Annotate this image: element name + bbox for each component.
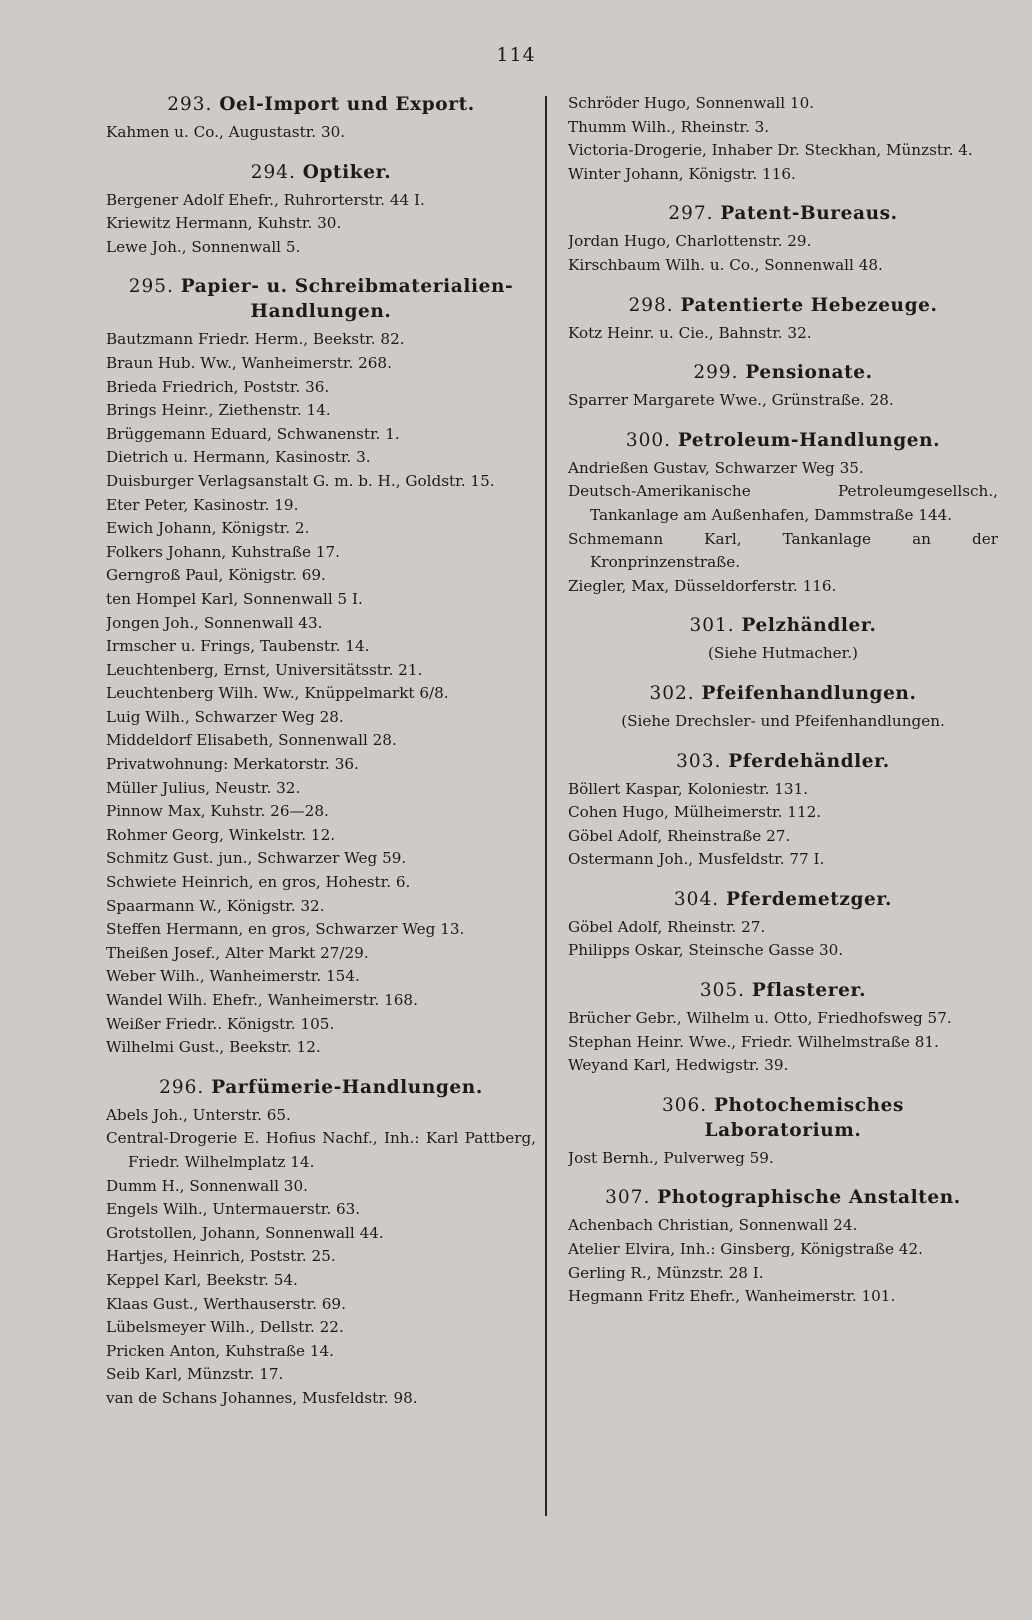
directory-entry: Thumm Wilh., Rheinstr. 3. bbox=[568, 117, 770, 136]
section-heading bbox=[106, 92, 536, 117]
directory-entry: Ziegler, Max, Düsseldorferstr. 116. bbox=[568, 576, 837, 595]
section-title: Petroleum-Handlungen. bbox=[677, 429, 941, 451]
directory-entry: Achenbach Christian, Sonnenwall 24. bbox=[568, 1216, 858, 1235]
directory-entry: Jongen Joh., Sonnenwall 43. bbox=[106, 613, 323, 632]
section-number: 298. bbox=[628, 294, 681, 316]
directory-entry: Victoria-Drogerie, Inhaber Dr. Steckhan, Münzstr. 4. bbox=[568, 141, 973, 160]
section-title: Pflasterer. bbox=[751, 980, 867, 1002]
directory-section bbox=[568, 749, 998, 872]
directory-entry: Leuchtenberg, Ernst, Universitätsstr. 21. bbox=[106, 660, 423, 679]
directory-section bbox=[568, 293, 998, 346]
directory-entry: Dumm H., Sonnenwall 30. bbox=[106, 1176, 308, 1195]
directory-entry: Luig Wilh., Schwarzer Weg 28. bbox=[106, 707, 344, 726]
directory-entry: Hartjes, Heinrich, Poststr. 25. bbox=[106, 1247, 336, 1266]
cross-reference-note: (Siehe Drechsler- und Pfeifenhandlungen. bbox=[621, 711, 945, 730]
directory-entry: Müller Julius, Neustr. 32. bbox=[106, 778, 301, 797]
directory-entry: Kriewitz Hermann, Kuhstr. 30. bbox=[106, 214, 342, 233]
directory-section bbox=[568, 201, 998, 277]
directory-entry: Kahmen u. Co., Augustastr. 30. bbox=[106, 123, 346, 141]
section-title: Optiker. bbox=[302, 161, 392, 183]
section-title: Papier- u. Schreibmaterialien- bbox=[180, 276, 514, 298]
section-title: Parfümerie-Handlungen. bbox=[211, 1076, 483, 1098]
directory-entry: Schmemann Karl, Tankanlage an der Kronprinzenstraße. bbox=[568, 529, 998, 572]
left-column bbox=[106, 92, 536, 1411]
section-number: 293. bbox=[167, 94, 220, 115]
directory-entry: Lübelsmeyer Wilh., Dellstr. 22. bbox=[106, 1318, 344, 1337]
directory-entry: Schmitz Gust. jun., Schwarzer Weg 59. bbox=[106, 849, 407, 868]
directory-entry: Göbel Adolf, Rheinstr. 27. bbox=[568, 917, 766, 936]
section-title: Pferdemetzger. bbox=[725, 888, 893, 910]
section-heading bbox=[568, 749, 998, 774]
section-number: 302. bbox=[649, 682, 702, 704]
section-title: Pferdehändler. bbox=[728, 750, 890, 772]
directory-entry: Eter Peter, Kasinostr. 19. bbox=[106, 495, 299, 514]
section-number: 307. bbox=[605, 1187, 658, 1209]
section-title-continued: Handlungen. bbox=[250, 301, 392, 323]
directory-entry: Steffen Hermann, en gros, Schwarzer Weg 13. bbox=[106, 920, 465, 939]
section-title: Photochemisches bbox=[714, 1094, 905, 1116]
directory-entry: Privatwohnung: Merkatorstr. 36. bbox=[106, 755, 359, 774]
right-column bbox=[568, 92, 998, 1309]
section-title: Patent-Bureaus. bbox=[720, 203, 898, 225]
section-heading bbox=[106, 160, 536, 185]
directory-section bbox=[106, 1075, 536, 1411]
section-number: 305. bbox=[699, 980, 752, 1002]
section-heading bbox=[568, 1185, 998, 1210]
directory-entry: Pinnow Max, Kuhstr. 26—28. bbox=[106, 802, 329, 821]
directory-entry: Rohmer Georg, Winkelstr. 12. bbox=[106, 825, 336, 844]
section-heading bbox=[568, 293, 998, 318]
directory-entry: Atelier Elvira, Inh.: Ginsberg, Königstraße 42. bbox=[568, 1240, 923, 1259]
directory-entry: Bergener Adolf Ehefr., Ruhrorterstr. 44 I. bbox=[106, 190, 425, 209]
directory-section bbox=[568, 887, 998, 963]
directory-entry: Bautzmann Friedr. Herm., Beekstr. 82. bbox=[106, 330, 405, 349]
directory-entry: Cohen Hugo, Mülheimerstr. 112. bbox=[568, 803, 822, 822]
directory-entry: Philipps Oskar, Steinsche Gasse 30. bbox=[568, 941, 844, 960]
directory-entry: Kotz Heinr. u. Cie., Bahnstr. 32. bbox=[568, 323, 812, 342]
directory-entry: Deutsch-Amerikanische Petroleumgesellsch., Tankanlage am Außenhafen, Dammstraße 144. bbox=[568, 482, 998, 524]
directory-entry: Pricken Anton, Kuhstraße 14. bbox=[106, 1341, 334, 1360]
directory-entry: Dietrich u. Hermann, Kasinostr. 3. bbox=[106, 448, 371, 467]
directory-section bbox=[568, 978, 998, 1078]
section-heading bbox=[568, 1093, 998, 1143]
section-number: 295. bbox=[128, 276, 181, 298]
section-heading bbox=[568, 428, 998, 453]
directory-entry: Weißer Friedr.. Königstr. 105. bbox=[106, 1014, 335, 1033]
directory-section bbox=[568, 1185, 998, 1308]
directory-entry: Grotstollen, Johann, Sonnenwall 44. bbox=[106, 1223, 384, 1242]
directory-section bbox=[568, 360, 998, 413]
directory-entry: Seib Karl, Münzstr. 17. bbox=[106, 1365, 284, 1384]
directory-entry: Middeldorf Elisabeth, Sonnenwall 28. bbox=[106, 731, 397, 750]
section-heading bbox=[568, 360, 998, 385]
directory-entry: Schröder Hugo, Sonnenwall 10. bbox=[568, 94, 815, 112]
directory-entry: Leuchtenberg Wilh. Ww., Knüppelmarkt 6/8. bbox=[106, 684, 449, 703]
directory-entry: Hegmann Fritz Ehefr., Wanheimerstr. 101. bbox=[568, 1287, 896, 1306]
directory-entry: Ostermann Joh., Musfeldstr. 77 I. bbox=[568, 850, 825, 869]
directory-entry: Abels Joh., Unterstr. 65. bbox=[106, 1105, 291, 1124]
section-heading bbox=[568, 978, 998, 1003]
directory-section bbox=[568, 92, 998, 186]
section-heading bbox=[106, 1075, 536, 1100]
section-title: Pelzhändler. bbox=[741, 615, 877, 637]
directory-entry: van de Schans Johannes, Musfeldstr. 98. bbox=[106, 1388, 418, 1407]
directory-entry: Gerling R., Münzstr. 28 I. bbox=[568, 1263, 764, 1282]
directory-entry: Sparrer Margarete Wwe., Grünstraße. 28. bbox=[568, 391, 894, 410]
section-title-continued: Laboratorium. bbox=[704, 1119, 862, 1141]
section-number: 303. bbox=[676, 750, 729, 772]
directory-entry: Lewe Joh., Sonnenwall 5. bbox=[106, 237, 301, 256]
section-title: Pfeifenhandlungen. bbox=[701, 682, 917, 704]
directory-section bbox=[568, 681, 998, 734]
section-heading bbox=[568, 887, 998, 912]
directory-entry: Central-Drogerie E. Hofius Nachf., Inh.: Karl Pattberg, Friedr. Wilhelmplatz 14. bbox=[106, 1129, 536, 1171]
directory-entry: Göbel Adolf, Rheinstraße 27. bbox=[568, 826, 791, 845]
directory-entry: Kirschbaum Wilh. u. Co., Sonnenwall 48. bbox=[568, 255, 883, 274]
section-heading bbox=[106, 274, 536, 324]
directory-entry: Brings Heinr., Ziethenstr. 14. bbox=[106, 401, 331, 420]
section-title: Pensionate. bbox=[745, 362, 873, 384]
directory-entry: Folkers Johann, Kuhstraße 17. bbox=[106, 542, 340, 561]
section-number: 304. bbox=[673, 888, 726, 910]
section-number: 299. bbox=[693, 362, 746, 384]
directory-section bbox=[106, 92, 536, 145]
directory-entry: Stephan Heinr. Wwe., Friedr. Wilhelmstraße 81. bbox=[568, 1032, 939, 1051]
directory-entry: Jost Bernh., Pulverweg 59. bbox=[568, 1148, 774, 1167]
directory-entry: Weyand Karl, Hedwigstr. 39. bbox=[568, 1056, 789, 1075]
directory-entry: Andrießen Gustav, Schwarzer Weg 35. bbox=[568, 458, 864, 477]
directory-entry: Brüggemann Eduard, Schwanenstr. 1. bbox=[106, 424, 400, 443]
directory-entry: Schwiete Heinrich, en gros, Hohestr. 6. bbox=[106, 873, 411, 892]
directory-entry: Klaas Gust., Werthauserstr. 69. bbox=[106, 1294, 346, 1313]
directory-entry: Spaarmann W., Königstr. 32. bbox=[106, 896, 325, 915]
section-title: Patentierte Hebezeuge. bbox=[680, 294, 938, 316]
section-title: Photographische Anstalten. bbox=[657, 1187, 961, 1209]
section-heading bbox=[568, 681, 998, 706]
directory-section bbox=[106, 274, 536, 1059]
directory-entry: Jordan Hugo, Charlottenstr. 29. bbox=[568, 232, 812, 251]
section-number: 301. bbox=[689, 615, 742, 637]
directory-entry: Wandel Wilh. Ehefr., Wanheimerstr. 168. bbox=[106, 991, 418, 1009]
directory-entry: Duisburger Verlagsanstalt G. m. b. H., Goldstr. 15. bbox=[106, 471, 495, 490]
page-number: 114 bbox=[496, 44, 536, 66]
directory-entry: Gerngroß Paul, Königstr. 69. bbox=[106, 566, 326, 585]
directory-entry: Braun Hub. Ww., Wanheimerstr. 268. bbox=[106, 353, 392, 372]
section-heading bbox=[568, 201, 998, 226]
directory-entry: Keppel Karl, Beekstr. 54. bbox=[106, 1270, 298, 1289]
directory-section bbox=[568, 1093, 998, 1171]
directory-entry: Böllert Kaspar, Koloniestr. 131. bbox=[568, 779, 809, 798]
directory-section bbox=[568, 428, 998, 599]
directory-entry: Theißen Josef., Alter Markt 27/29. bbox=[106, 943, 369, 962]
column-divider bbox=[545, 96, 547, 1516]
section-number: 306. bbox=[661, 1094, 715, 1116]
directory-entry: ten Hompel Karl, Sonnenwall 5 I. bbox=[106, 589, 363, 608]
directory-entry: Weber Wilh., Wanheimerstr. 154. bbox=[106, 967, 360, 986]
directory-entry: Brieda Friedrich, Poststr. 36. bbox=[106, 377, 330, 396]
section-heading bbox=[568, 613, 998, 638]
section-title: Oel-Import und Export. bbox=[219, 94, 475, 115]
section-number: 296. bbox=[159, 1076, 212, 1098]
directory-entry: Winter Johann, Königstr. 116. bbox=[568, 164, 796, 183]
section-number: 294. bbox=[250, 161, 303, 183]
directory-section bbox=[568, 613, 998, 666]
cross-reference-note: (Siehe Hutmacher.) bbox=[708, 644, 858, 663]
directory-entry: Engels Wilh., Untermauerstr. 63. bbox=[106, 1200, 361, 1219]
directory-section bbox=[106, 160, 536, 260]
directory-entry: Brücher Gebr., Wilhelm u. Otto, Friedhofsweg 57. bbox=[568, 1009, 952, 1028]
directory-entry: Irmscher u. Frings, Taubenstr. 14. bbox=[106, 637, 370, 656]
section-number: 300. bbox=[625, 429, 678, 451]
section-number: 297. bbox=[668, 203, 721, 225]
directory-entry: Wilhelmi Gust., Beekstr. 12. bbox=[106, 1038, 321, 1057]
directory-entry: Ewich Johann, Königstr. 2. bbox=[106, 519, 310, 538]
